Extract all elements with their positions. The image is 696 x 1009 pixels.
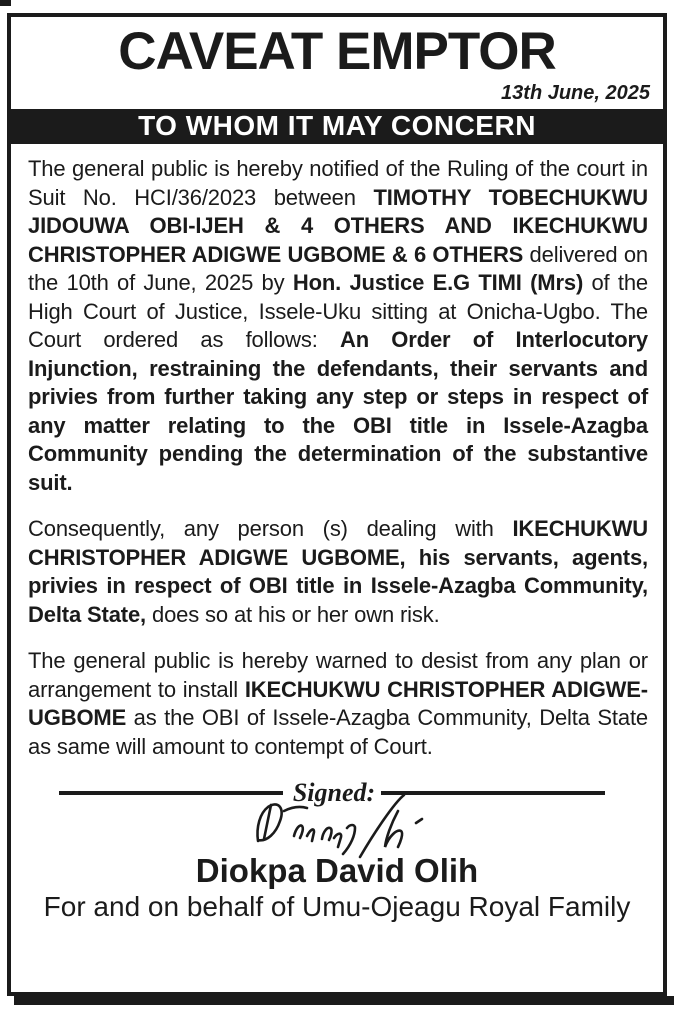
paragraph-segment: The general public is hereby warned to desist from any plan or arrangement to install (28, 648, 648, 702)
signature-scribble (35, 791, 663, 861)
notice-paragraph (28, 155, 648, 497)
signatory-name: Diokpa David Olih (195, 852, 479, 889)
notice-date: 13th June, 2025 (501, 82, 650, 104)
signatory-caption: For and on behalf of Umu-Ojeagu Royal Family (43, 891, 631, 922)
banner-bar (11, 109, 663, 144)
notice-box (7, 13, 667, 996)
paragraph-segment: of the High Court of Justice, Issele-Uku sitting at Onicha-Ugbo. The Court ordered as follows: (28, 270, 648, 352)
paragraph-bold-segment: TIMOTHY TOBECHUKWU JIDOUWA OBI-IJEH & 4 OTHERS AND IKECHUKWU CHRISTOPHER ADIGWE UGBOME & 6 OTHERS (28, 184, 648, 267)
paragraph-bold-segment: IKECHUKWU CHRISTOPHER ADIGWE UGBOME, his servants, agents, privies in respect of OBI title in Issele-Azagba Community, Delta State, (28, 516, 648, 627)
paragraph-bold-segment: IKECHUKWU CHRISTOPHER ADIGWE-UGBOME (28, 676, 648, 730)
notice-body (11, 144, 663, 779)
scan-artifact-mark (0, 0, 11, 6)
notice-title: CAVEAT EMPTOR (118, 22, 556, 81)
paragraph-segment: delivered on the 10th of June, 2025 by (28, 241, 649, 295)
signature-scribble-svg (244, 791, 454, 859)
banner-text: TO WHOM IT MAY CONCERN (138, 110, 536, 141)
paragraph-bold-segment: Hon. Justice E.G TIMI (Mrs) (292, 270, 584, 295)
box-shadow-bar (14, 996, 674, 1005)
paragraph-segment: does so at his or her own risk. (146, 601, 440, 627)
paragraph-segment: as the OBI of Issele-Azagba Community, Delta State as same will amount to contempt of Court. (28, 705, 648, 759)
notice-paragraph (28, 515, 648, 629)
signed-label: Signed: (292, 778, 376, 807)
paragraph-segment: Consequently, any person (s) dealing with (28, 516, 513, 541)
paragraph-bold-segment: An Order of Interlocutory Injunction, restraining the defendants, their servants and privies from further taking any step or steps in respect of any matter relating to the OBI title in Issele-Azagba Community pending the determination of the substantive suit. (28, 327, 648, 495)
notice-paragraph (28, 647, 648, 761)
paragraph-segment: The general public is hereby notified of the Ruling of the court in Suit No. HCI/36/2023 between (28, 156, 648, 210)
